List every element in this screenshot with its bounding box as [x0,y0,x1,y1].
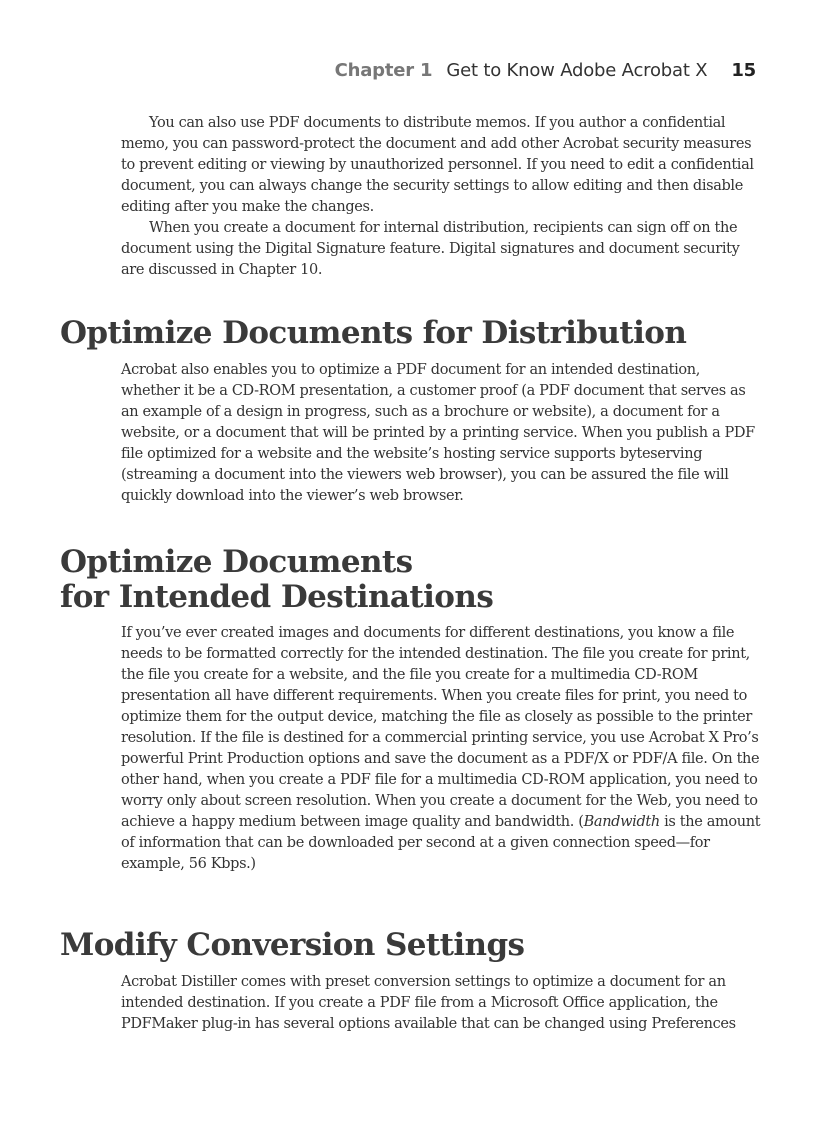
destinations-text-tail: is the amount of information that can be downloaded per second at a given connection speed—for example, 56 Kbps.) [121,814,761,872]
intro-paragraph-2: When you create a document for internal distribution, recipients can sign off on the document using the Digital Signature feature. Digital signatures and document security are discussed in Chapter 10. [121,220,740,278]
intro-text [121,113,761,281]
page-number: 15 [731,60,756,81]
running-header [335,60,756,81]
section-text-conversion [121,972,761,1035]
chapter-label: Chapter 1 [334,60,433,81]
section-text-destinations [121,623,761,875]
destinations-heading-line-2: for Intended Destinations [60,579,494,615]
section-text-distribution [121,360,761,507]
bandwidth-term: Bandwidth [583,814,660,830]
destinations-paragraph [121,623,761,875]
section-heading-destinations [60,545,493,615]
distribution-paragraph: Acrobat also enables you to optimize a PDF document for an intended destination, whether it be a CD-ROM presentation, a customer proof (a PDF document that serves as an example of a design in progress, such as a brochure or website), a document for a website, or a document that will be printed by a printing service. When you publish a PDF file optimized for a website and the website’s hosting service supports byteserving (streaming a document into the viewers web browser), you can be assured the file will quickly download into the viewer’s web browser. [121,362,755,504]
chapter-title: Get to Know Adobe Acrobat X [446,60,708,81]
destinations-heading-line-1: Optimize Documents [60,544,413,580]
intro-paragraph-1: You can also use PDF documents to distribute memos. If you author a confidential memo, you can password-protect the document and add other Acrobat security measures to prevent editing or viewing by unauthorized personnel. If you need to edit a confidential document, you can always change the security settings to allow editing and then disable editing after you make the changes. [121,115,754,215]
section-heading-distribution: Optimize Documents for Distribution [60,315,687,351]
section-heading-conversion: Modify Conversion Settings [60,927,525,963]
conversion-paragraph: Acrobat Distiller comes with preset conversion settings to optimize a document for an intended destination. If you create a PDF file from a Microsoft Office application, the PDFMaker plug-in has several options available that can be changed using Preferences [121,974,736,1032]
destinations-text-main: If you’ve ever created images and documents for different destinations, you know a file needs to be formatted correctly for the intended destination. The file you create for print, the file you create for a website, and the file you create for a multimedia CD-ROM presentation all have different requirements. When you create files for print, you need to optimize them for the output device, matching the file as closely as possible to the printer resolution. If the file is destined for a commercial printing service, you use Acrobat X Pro’s powerful Print Production options and save the document as a PDF/X or PDF/A file. On the other hand, when you create a PDF file for a multimedia CD-ROM application, you need to worry only about screen resolution. When you create a document for the Web, you need to achieve a happy medium between image quality and bandwidth. ( [121,625,760,830]
